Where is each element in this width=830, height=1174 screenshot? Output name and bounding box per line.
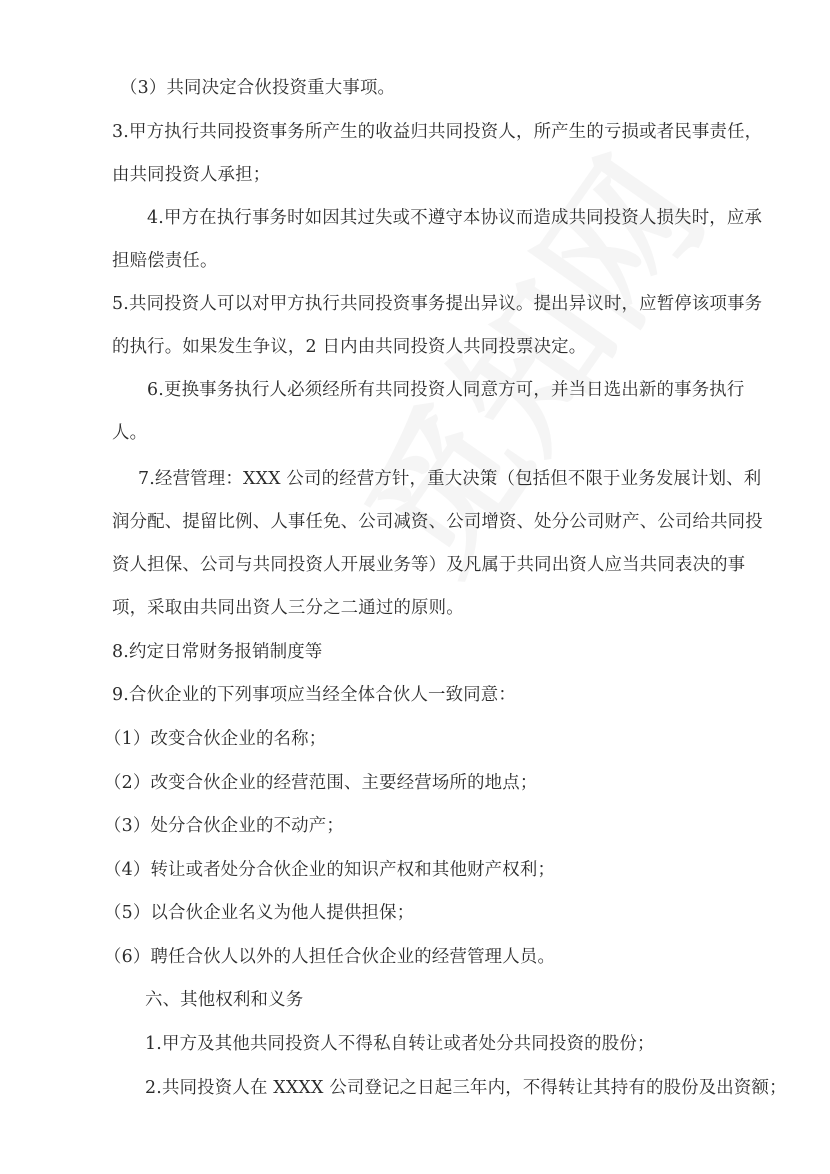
- text-line: 8.约定日常财务报销制度等: [112, 642, 323, 662]
- text-line: 的执行。如果发生争议，2 日内由共同投资人共同投票决定。: [112, 337, 587, 357]
- text-line: 9.合伙企业的下列事项应当经全体合伙人一致同意：: [112, 685, 516, 705]
- list-item: （4）转让或者处分合伙企业的知识产权和其他财产权利；: [104, 860, 556, 880]
- text-line: 7.经营管理：XXX 公司的经营方针，重大决策（包括但不限于业务发展计划、利: [138, 469, 762, 489]
- text-line: 1.甲方及其他共同投资人不得私自转让或者处分共同投资的股份；: [145, 1034, 655, 1054]
- list-item: （1）改变合伙企业的名称；: [104, 729, 327, 749]
- text-line: 3.甲方执行共同投资事务所产生的收益归共同投资人，所产生的亏损或者民事责任，: [112, 122, 763, 142]
- list-item: （5）以合伙企业名义为他人提供担保；: [104, 903, 415, 923]
- text-line: （3）共同决定合伙投资重大事项。: [120, 78, 396, 98]
- text-line: 润分配、提留比例、人事任免、公司减资、公司增资、处分公司财产、公司给共同投: [112, 512, 763, 532]
- text-line: 4.甲方在执行事务时如因其过失或不遵守本协议而造成共同投资人损失时，应承: [147, 208, 763, 228]
- list-item: （6）聘任合伙人以外的人担任合伙企业的经营管理人员。: [104, 947, 556, 967]
- text-line: 担赔偿责任。: [112, 251, 218, 271]
- list-item: （3）处分合伙企业的不动产；: [104, 816, 344, 836]
- list-item: （2）改变合伙企业的经营范围、主要经营场所的地点；: [104, 773, 538, 793]
- text-line: 2.共同投资人在 XXXX 公司登记之日起三年内，不得转让其持有的股份及出资额；: [145, 1078, 787, 1098]
- section-heading: 六、其他权利和义务: [145, 990, 304, 1010]
- text-line: 6.更换事务执行人必须经所有共同投资人同意方可，并当日选出新的事务执行: [147, 380, 745, 400]
- text-line: 人。: [112, 423, 148, 443]
- text-line: 由共同投资人承担；: [112, 165, 271, 185]
- text-line: 5.共同投资人可以对甲方执行共同投资事务提出异议。提出异议时，应暂停该项事务: [112, 294, 763, 314]
- text-line: 资人担保、公司与共同投资人开展业务等）及凡属于共同出资人应当共同表决的事: [112, 555, 746, 575]
- text-line: 项，采取由共同出资人三分之二通过的原则。: [112, 598, 464, 618]
